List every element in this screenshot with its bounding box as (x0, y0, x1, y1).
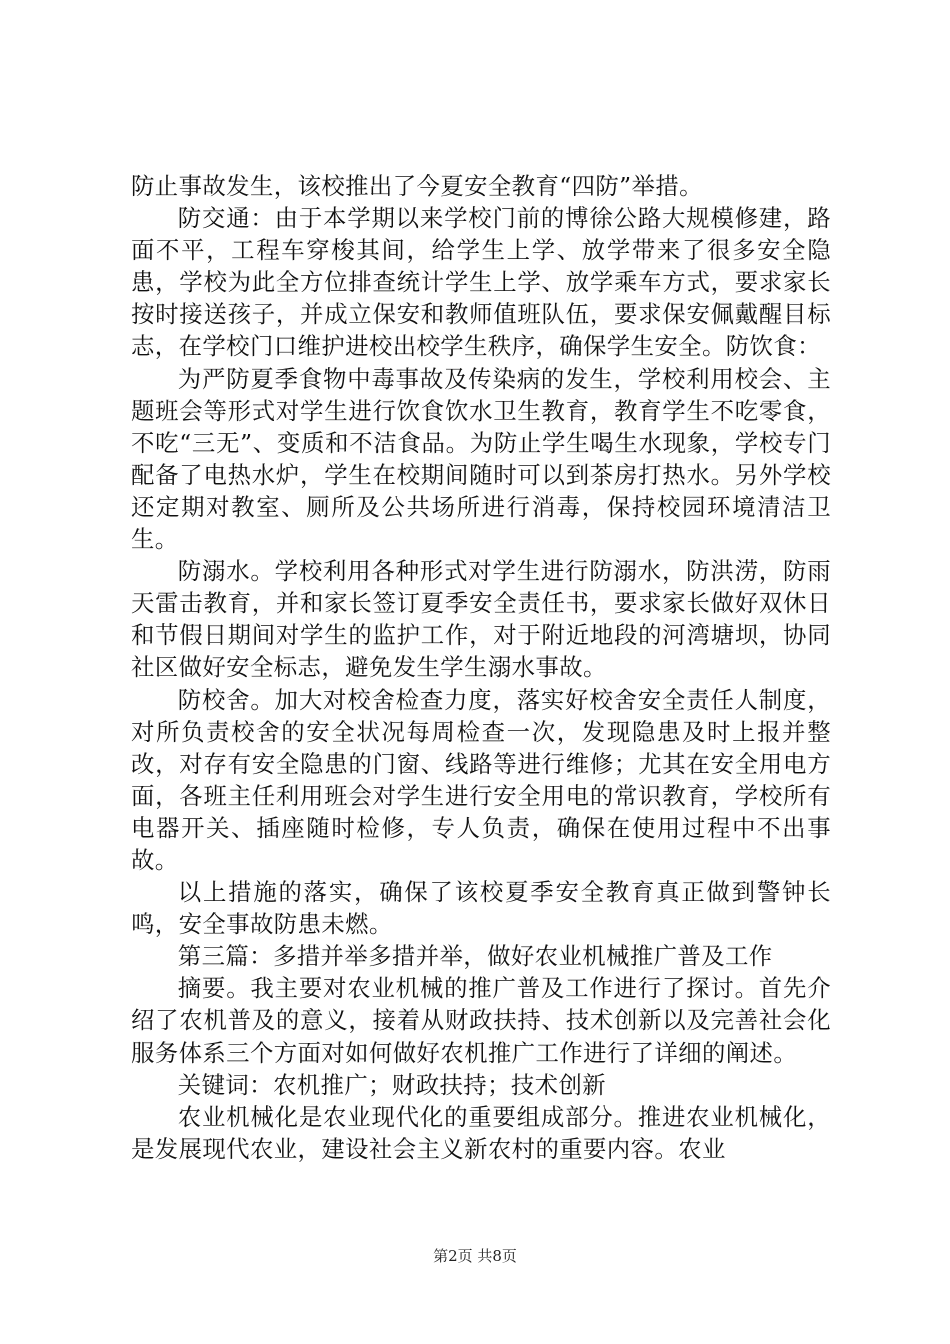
abstract-paragraph: 摘要。我主要对农业机械的推广普及工作进行了探讨。首先介绍了农机普及的意义，接着从财政扶持、技术创新以及完善社会化服务体系三个方面对如何做好农机推广工作进行了详细的阐述。 (131, 974, 831, 1067)
paragraph-1: 防止事故发生，该校推出了今夏安全教育“四防”举措。 (131, 172, 703, 200)
paragraph-6: 以上措施的落实，确保了该校夏季安全教育真正做到警钟长鸣，安全事故防患未燃。 (131, 878, 831, 939)
document-body (131, 170, 831, 1165)
paragraph-2: 防交通：由于本学期以来学校门前的博徐公路大规模修建，路面不平，工程车穿梭其间，给学生上学、放学带来了很多安全隐患，学校为此全方位排查统计学生上学、放学乘车方式，要求家长按时接送孩子，并成立保安和教师值班队伍，要求保安佩戴醒目标志，在学校门口维护进校出校学生秩序，确保学生安全。防饮食： (131, 204, 831, 361)
page-number-footer: 第2页 共8页 (433, 1247, 517, 1265)
paragraph-5: 防校舍。加大对校舍检查力度，落实好校舍安全责任人制度，对所负责校舍的安全状况每周检查一次，发现隐患及时上报并整改，对存有安全隐患的门窗、线路等进行维修；尤其在安全用电方面，各班主任利用班会对学生进行安全用电的常识教育，学校所有电器开关、插座随时检修，专人负责，确保在使用过程中不出事故。 (131, 685, 831, 874)
paragraph-body-start: 农业机械化是农业现代化的重要组成部分。推进农业机械化，是发展现代农业，建设社会主义新农村的重要内容。农业 (131, 1102, 831, 1163)
section-heading: 第三篇：多措并举多措并举，做好农业机械推广普及工作 (177, 942, 773, 971)
paragraph-4: 防溺水。学校利用各种形式对学生进行防溺水，防洪涝，防雨天雷击教育，并和家长签订夏季安全责任书，要求家长做好双休日和节假日期间对学生的监护工作，对于附近地段的河湾塘坝，协同社区做好安全标志，避免发生学生溺水事故。 (131, 557, 831, 682)
paragraph-3: 为严防夏季食物中毒事故及传染病的发生，学校利用校会、主题班会等形式对学生进行饮食饮水卫生教育，教育学生不吃零食，不吃“三无”、变质和不洁食品。为防止学生喝生水现象，学校专门配备了电热水炉，学生在校期间随时可以到茶房打热水。另外学校还定期对教室、厕所及公共场所进行消毒，保持校园环境清洁卫生。 (131, 364, 831, 554)
keywords-line: 关键词：农机推广；财政扶持；技术创新 (177, 1070, 607, 1099)
